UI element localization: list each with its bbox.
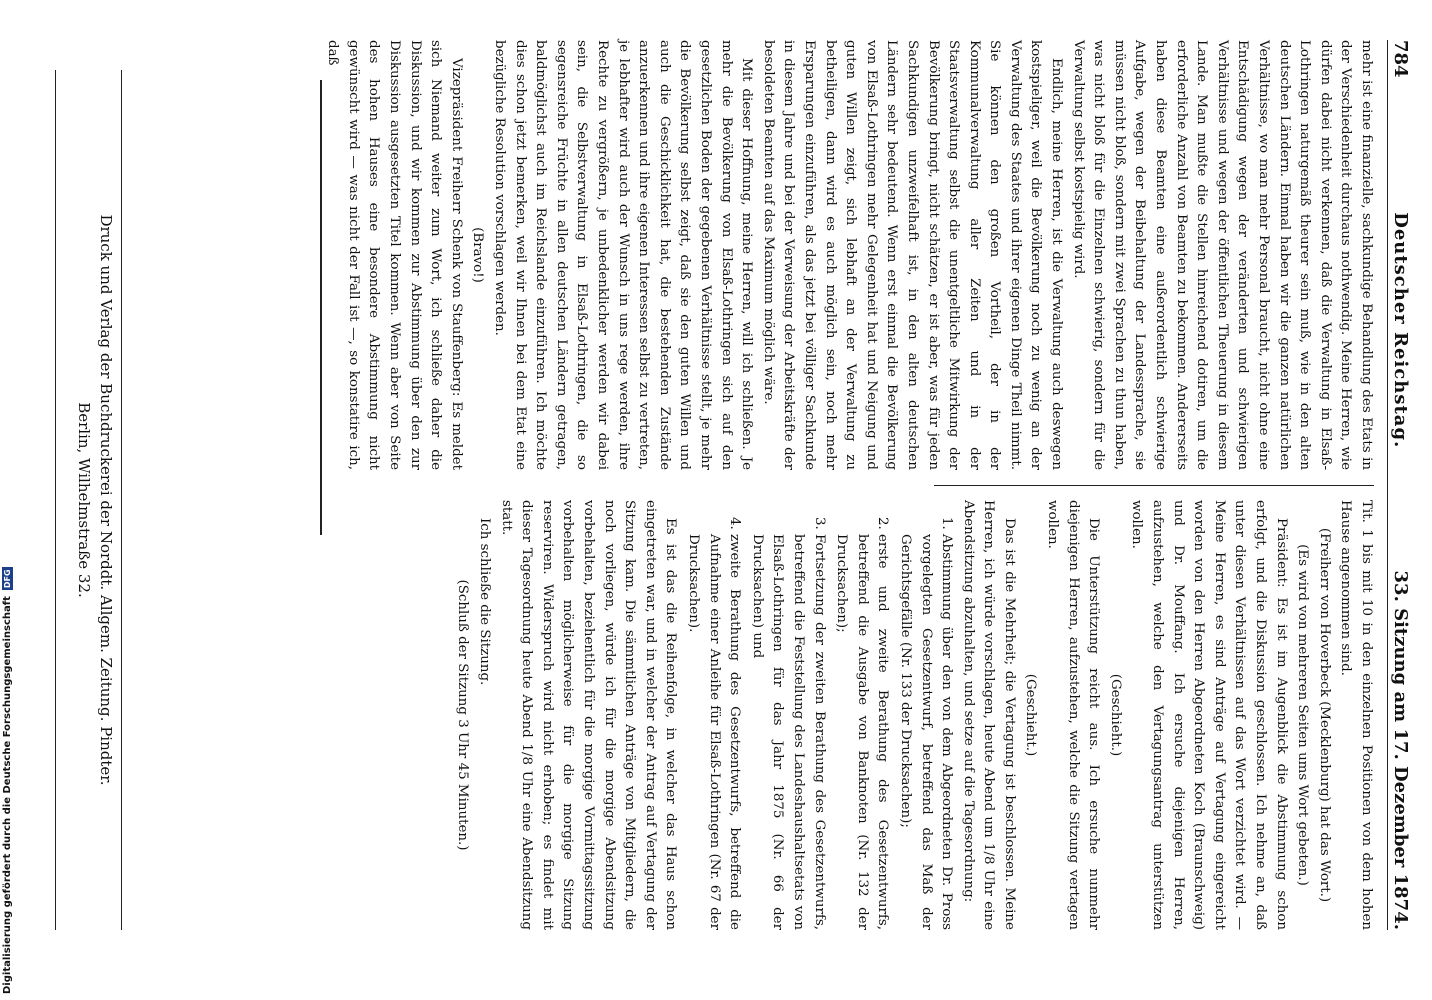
agenda-item: 3. Fortsetzung der zweiten Berathung des Gesetzentwurfs, betreffend die Feststellung des Landeshaushaltsetats von Elsaß-Lothringen für das Jahr 1875 (Nr. 66 der Drucksachen) und bbox=[746, 534, 828, 930]
page-header bbox=[1387, 40, 1414, 930]
paragraph: mehr ist eine finanzielle, sachkundige Behandlung des Etats in der Verschiedenheit durchaus nothwendig. Meine Herren, wie dürfen dabei nicht verkennen, daß die Verwaltung in Elsaß-Lothringen naturgemäß theurer sein muß, wie in den alten deutschen Ländern. Einmal haben wir die ganzen natürlichen Verhältnisse, wo man mehr Personal braucht, nicht ohne eine Entschädigung wegen der veränderten und schwierigen Verhältnisse und wegen der öffentlichen Theuerung in diesem Lande. Man mußte die Stellen hinreichend dotiren, um die erforderliche Anzahl von Beamten zu bekommen. Andererseits haben diese Beamten eine außerordentlich schwierige Aufgabe, wegen der Beibehaltung der Landessprache, sie müssen nicht bloß, sondern mit zwei Sprachen zu thun haben, was nicht bloß für die Einzelnen schwierig, sondern für die Verwaltung selbst kostspielig wird. bbox=[1070, 40, 1374, 470]
agenda-item: 2. erste und zweite Berathung des Gesetzentwurfs, betreffend die Ausgabe von Banknoten (Nr. 132 der Drucksachen); bbox=[831, 534, 893, 930]
imprint-line: Druck und Verlag der Buchdruckerei der Norddt. Allgem. Zeitung. Pindter. bbox=[97, 214, 115, 786]
session-info: 33. Sitzung am 17. Dezember 1874. bbox=[1390, 570, 1412, 930]
paragraph: Mit dieser Hoffnung, meine Herren, will ich schließen. Je mehr die Bevölkerung von Elsaß-Lothringen sich auf den gesetzlichen Boden der gegebenen Verhältnisse stellt, je mehr die Bevölkerung selbst zeigt, daß sie den guten Willen und auch die Geschicklichkeit hat, die bestehenden Zustände anzuerkennen und ihre eigenen Interessen selbst zu vertreten, je lebhafter wird auch der Wunsch in uns rege werden, ihre Rechte zu vergrößern, je unbedenklicher werden wir dabei sein, die Selbstverwaltung in Elsaß-Lothringen, die so segensreiche Früchte in allen deutschen Ländern getragen, baldmöglichst auch im Reichslande einzuführen. Ich möchte dies schon jetzt bemerken, weil wir Ihnen bei dem Etat eine bezügliche Resolution vorschlagen werden. bbox=[492, 40, 755, 470]
speaker-paragraph: Vizepräsident Freiherr Schenk von Stauffenberg: Es meldet sich Niemand weiter zum Wort, ich schließe daher die Diskussion, und wir kommen zur Abstimmung über den zur Diskussion ausgesetzten Titel kommen. Wenn aber von Seite des hohen Hauses eine besondere Abstimmung nicht gewünscht wird — was nicht der Fall ist —, so konstatire ich, daß bbox=[325, 40, 464, 470]
agenda-intro: Das ist die Mehrheit; die Vertagung ist beschlossen. Meine Herren, ich würde vorschlagen, heute Abend um 1/8 Uhr eine Abendsitzung abzuhalten, und setze auf die Tagesordnung: bbox=[960, 500, 1017, 930]
printer-imprint bbox=[73, 70, 122, 930]
agenda-item: 4. zweite Berathung des Gesetzentwurfs, betreffend die Aufnahme einer Anleihe für Elsaß-Lothringen (Nr. 67 der Drucksachen). bbox=[682, 534, 744, 930]
imprint-rule bbox=[55, 70, 56, 930]
section-rule bbox=[320, 80, 322, 535]
closing-paragraph: Es ist das die Reihenfolge, in welcher das Haus schon eingetreten war, und in welcher der Antrag auf Vertagung der Sitzung kam. Die sämmtlichen Anträge von Mitgliedern, die noch vorliegen, würde ich für die morgige Abendsitzung vorbehalten, beziehentlich für die morgige Vormittagssitzung vorbehalten möglicherweise für die morgige Sitzung reserviren. Widerspruch wird nicht erhoben; es findet mit dieser Tagesordnung heute Abend 1/8 Uhr eine Abendsitzung statt. bbox=[498, 500, 679, 930]
opening-line: Tit. 1 bis mit 10 in den einzelnen Positionen von dem hohen Hause angenommen sind. bbox=[1338, 500, 1374, 930]
funding-note bbox=[0, 4, 14, 994]
interjection: (Es wird von mehreren Seiten ums Wort gebeten.) bbox=[1295, 544, 1311, 886]
paragraph: Endlich, meine Herren, ist die Verwaltung auch deswegen kostspieliger, weil die Bevölkerung noch zu wenig an der Verwaltung des Staates und ihrer eigenen Dinge Theil nimmt. Sie können den großen Vortheil, der in der Kommunalverwaltung aller Zeiten und in der Staatsverwaltung selbst die unentgeltliche Mitwirkung der Bevölkerung bringt, nicht schätzen, er ist aber, was für jeden Sachkundigen unzweifelhaft ist, in den alten deutschen Ländern sehr bedeutend. Wenn erst einmal die Bevölkerung von Elsaß-Lothringen mehr Gelegenheit hat und Neigung und guten Willen zeigt, sich lebhaft an der Verwaltung zu betheiligen, dann wird es auch möglich sein, noch mehr Ersparungen einzuführen, als das jetzt bei völliger Sachkunde in diesem Jahre und bei der Verweisung der Arbeitskräfte der besoldeten Beamten auf das Maximum möglich wäre. bbox=[760, 40, 1065, 470]
support-paragraph: Die Unterstützung reicht aus. Ich ersuche nunmehr diejenigen Herren, aufzustehen, welche die Sitzung vertagen wollen. bbox=[1045, 500, 1102, 930]
procedure-note: (Geschieht.) bbox=[1107, 673, 1123, 757]
agenda-item: 1. Abstimmung über den von dem Abgeordneten Dr. Pross vorgelegten Gesetzentwurf, betreffend das Maß der Gerichtsgefälle (Nr. 133 der Drucksachen); bbox=[894, 534, 956, 930]
closing-paragraph: Ich schließe die Sitzung. bbox=[477, 518, 493, 686]
right-column bbox=[451, 500, 1376, 930]
president-paragraph: Präsident: Es ist im Augenblick die Abstimmung schon erfolgt, und die Diskussion geschlossen. Ich nehme an, daß unter diesen Verhältnissen auf das Wort verzichtet wird. — Meine Herren, es sind Anträge auf Vertagung eingereicht worden von den Herren Abgeordneten Koch (Braunschweig) und Dr. Mouffang. Ich ersuche diejenigen Herren, aufzustehen, welche den Vertagungsantrag unterstützen wollen. bbox=[1129, 500, 1289, 930]
running-title: Deutscher Reichstag. bbox=[1390, 212, 1412, 449]
agenda-list bbox=[682, 500, 956, 930]
dfg-logo: DFG bbox=[2, 569, 12, 589]
column-divider bbox=[934, 485, 1374, 486]
funding-text: Digitalisierung gefördert durch die Deutsche Forschungsgemeinschaft bbox=[1, 596, 13, 994]
speaker-request: (Freiherr von Hoverbeck (Mecklenburg) hat das Wort.) bbox=[1316, 527, 1332, 903]
left-column bbox=[321, 40, 1376, 470]
procedure-note: (Geschieht.) bbox=[1023, 673, 1039, 757]
closing-note: (Schluß der Sitzung 3 Uhr 45 Minuten.) bbox=[455, 579, 471, 851]
imprint-line: Berlin, Wilhelmstraße 32. bbox=[75, 402, 93, 598]
page-number: 784 bbox=[1390, 40, 1412, 78]
applause-note: (Bravo!) bbox=[470, 227, 486, 283]
